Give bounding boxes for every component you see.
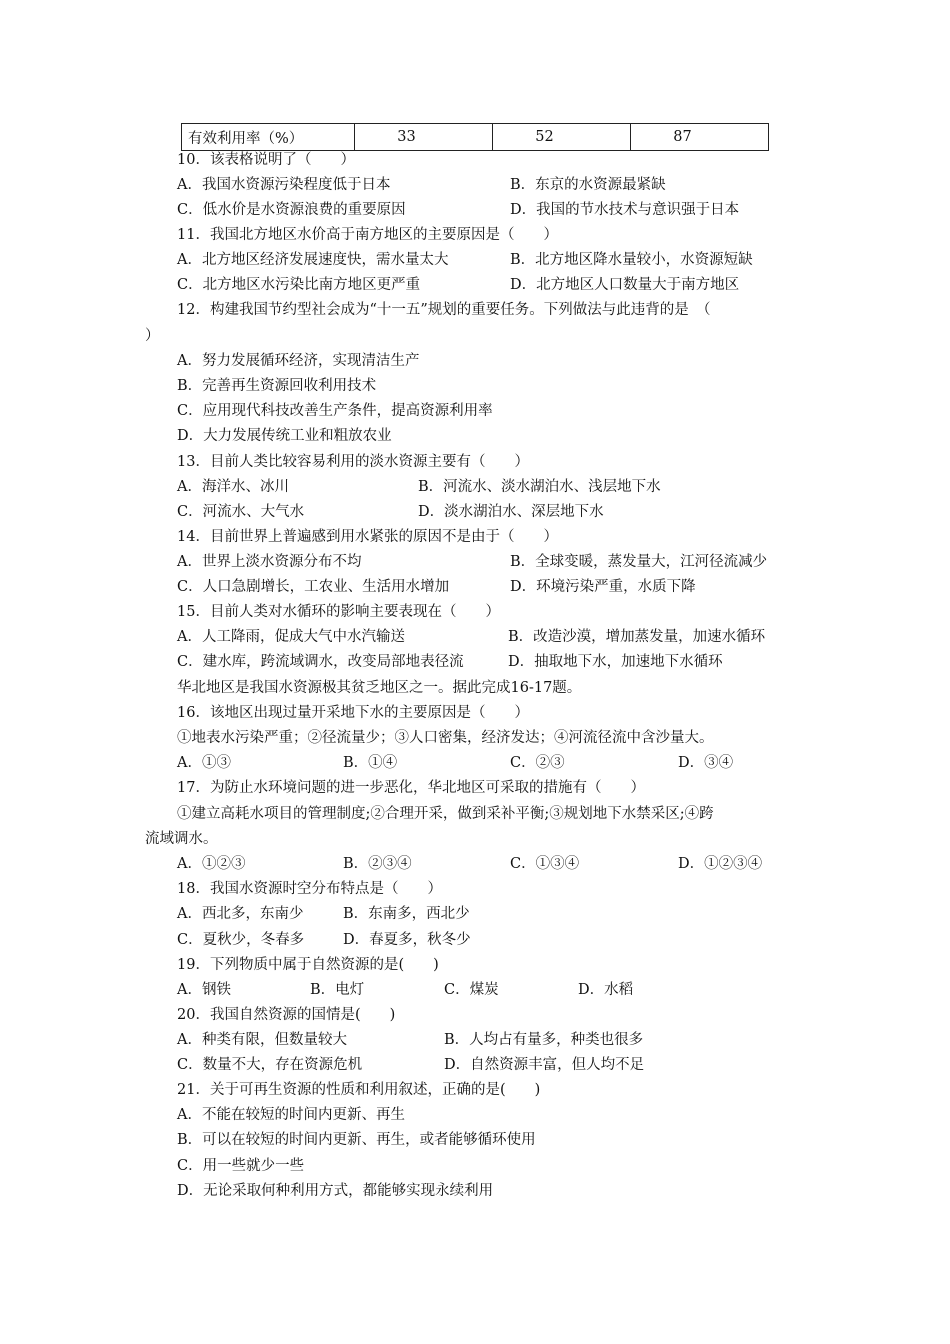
question-20-option-d: D．自然资源丰富，但人均不足: [444, 1057, 645, 1073]
question-17-option-c: C．①③④: [510, 856, 580, 872]
section-intro: 华北地区是我国水资源极其贫乏地区之一。据此完成16-17题。: [177, 680, 582, 696]
question-14-option-c: C．人口急剧增长，工农业、生活用水增加: [177, 579, 450, 595]
question-10-option-b: B．东京的水资源最紧缺: [510, 177, 666, 193]
question-21-option-c: C．用一些就少一些: [177, 1158, 305, 1174]
question-16-option-c: C．②③: [510, 755, 565, 771]
question-20-option-c: C．数量不大，存在资源危机: [177, 1057, 363, 1073]
question-11-option-a: A．北方地区经济发展速度快，需水量太大: [177, 252, 449, 268]
question-19-option-c: C．煤炭: [444, 982, 499, 998]
question-10-option-c: C．低水价是水资源浪费的重要原因: [177, 202, 406, 218]
question-18-option-b: B．东南多，西北少: [343, 906, 470, 922]
question-13-option-a: A．海洋水、冰川: [177, 479, 289, 495]
question-19-option-d: D．水稻: [578, 982, 634, 998]
question-10-option-d: D．我国的节水技术与意识强于日本: [510, 202, 740, 218]
table-cell: 87: [631, 124, 769, 151]
question-15-option-b: B．改造沙漠，增加蒸发量，加速水循环: [508, 629, 766, 645]
question-16-option-d: D．③④: [678, 755, 734, 771]
question-21-stem: 21．关于可再生资源的性质和利用叙述，正确的是( ): [177, 1082, 541, 1098]
question-20-option-b: B．人均占有量多，种类也很多: [444, 1032, 644, 1048]
question-10-stem: 10．该表格说明了（ ）: [177, 152, 355, 168]
question-11-option-d: D．北方地区人口数量大于南方地区: [510, 277, 740, 293]
question-16-note: ①地表水污染严重；②径流量少；③人口密集，经济发达；④河流径流中含沙量大。: [177, 730, 714, 746]
question-15-option-c: C．建水库，跨流域调水，改变局部地表径流: [177, 654, 464, 670]
question-17-note: ①建立高耗水项目的管理制度;②合理开采，做到采补平衡;③规划地下水禁采区;④跨: [177, 806, 714, 822]
question-17-note-cont: 流域调水。: [145, 831, 218, 847]
question-18-stem: 18．我国水资源时空分布特点是（ ）: [177, 881, 442, 897]
question-11-stem: 11．我国北方地区水价高于南方地区的主要原因是（ ）: [177, 227, 558, 243]
question-12-option-c: C．应用现代科技改善生产条件，提高资源利用率: [177, 403, 493, 419]
question-16-stem: 16．该地区出现过量开采地下水的主要原因是（ ）: [177, 705, 529, 721]
question-18-option-a: A．西北多，东南少: [177, 906, 304, 922]
question-15-stem: 15．目前人类对水循环的影响主要表现在（ ）: [177, 604, 500, 620]
question-11-option-b: B．北方地区降水量较小，水资源短缺: [510, 252, 753, 268]
question-11-option-c: C．北方地区水污染比南方地区更严重: [177, 277, 421, 293]
question-19-option-b: B．电灯: [310, 982, 365, 998]
question-10-option-a: A．我国水资源污染程度低于日本: [177, 177, 391, 193]
question-18-option-c: C．夏秋少，冬春多: [177, 932, 305, 948]
question-18-option-d: D．春夏多，秋冬少: [343, 932, 471, 948]
table-cell: 52: [493, 124, 631, 151]
question-19-stem: 19．下列物质中属于自然资源的是( ): [177, 957, 439, 973]
question-12-option-b: B．完善再生资源回收利用技术: [177, 378, 377, 394]
question-12-stem: 12．构建我国节约型社会成为“十一五”规划的重要任务。下列做法与此违背的是 （: [177, 302, 711, 318]
question-13-option-b: B．河流水、淡水湖泊水、浅层地下水: [418, 479, 661, 495]
question-15-option-a: A．人工降雨，促成大气中水汽输送: [177, 629, 405, 645]
question-12-option-d: D．大力发展传统工业和粗放农业: [177, 428, 392, 444]
question-12-option-a: A．努力发展循环经济，实现清洁生产: [177, 353, 420, 369]
table-row-label: 有效利用率（%）: [182, 124, 355, 151]
question-20-option-a: A．种类有限，但数量较大: [177, 1032, 347, 1048]
question-14-option-d: D．环境污染严重，水质下降: [510, 579, 696, 595]
question-14-stem: 14．目前世界上普遍感到用水紧张的原因不是由于（ ）: [177, 529, 558, 545]
utilization-table: [181, 123, 769, 151]
table-row: [182, 124, 769, 151]
question-14-option-a: A．世界上淡水资源分布不均: [177, 554, 362, 570]
question-14-option-b: B．全球变暖，蒸发量大，江河径流减少: [510, 554, 768, 570]
question-17-option-b: B．②③④: [343, 856, 412, 872]
question-13-option-d: D．淡水湖泊水、深层地下水: [418, 504, 604, 520]
question-19-option-a: A．钢铁: [177, 982, 231, 998]
question-21-option-b: B．可以在较短的时间内更新、再生，或者能够循环使用: [177, 1132, 536, 1148]
question-13-option-c: C．河流水、大气水: [177, 504, 305, 520]
question-12-stem-cont: ）: [145, 328, 160, 344]
table-cell: 33: [355, 124, 493, 151]
question-16-option-a: A．①③: [177, 755, 231, 771]
question-15-option-d: D．抽取地下水，加速地下水循环: [508, 654, 723, 670]
question-21-option-d: D．无论采取何种利用方式，都能够实现永续利用: [177, 1183, 494, 1199]
question-17-stem: 17．为防止水环境问题的进一步恶化，华北地区可采取的措施有（ ）: [177, 780, 645, 796]
question-21-option-a: A．不能在较短的时间内更新、再生: [177, 1107, 405, 1123]
question-16-option-b: B．①④: [343, 755, 398, 771]
question-13-stem: 13．目前人类比较容易利用的淡水资源主要有（ ）: [177, 454, 529, 470]
question-20-stem: 20．我国自然资源的国情是( ): [177, 1007, 396, 1023]
question-17-option-a: A．①②③: [177, 856, 246, 872]
question-17-option-d: D．①②③④: [678, 856, 763, 872]
